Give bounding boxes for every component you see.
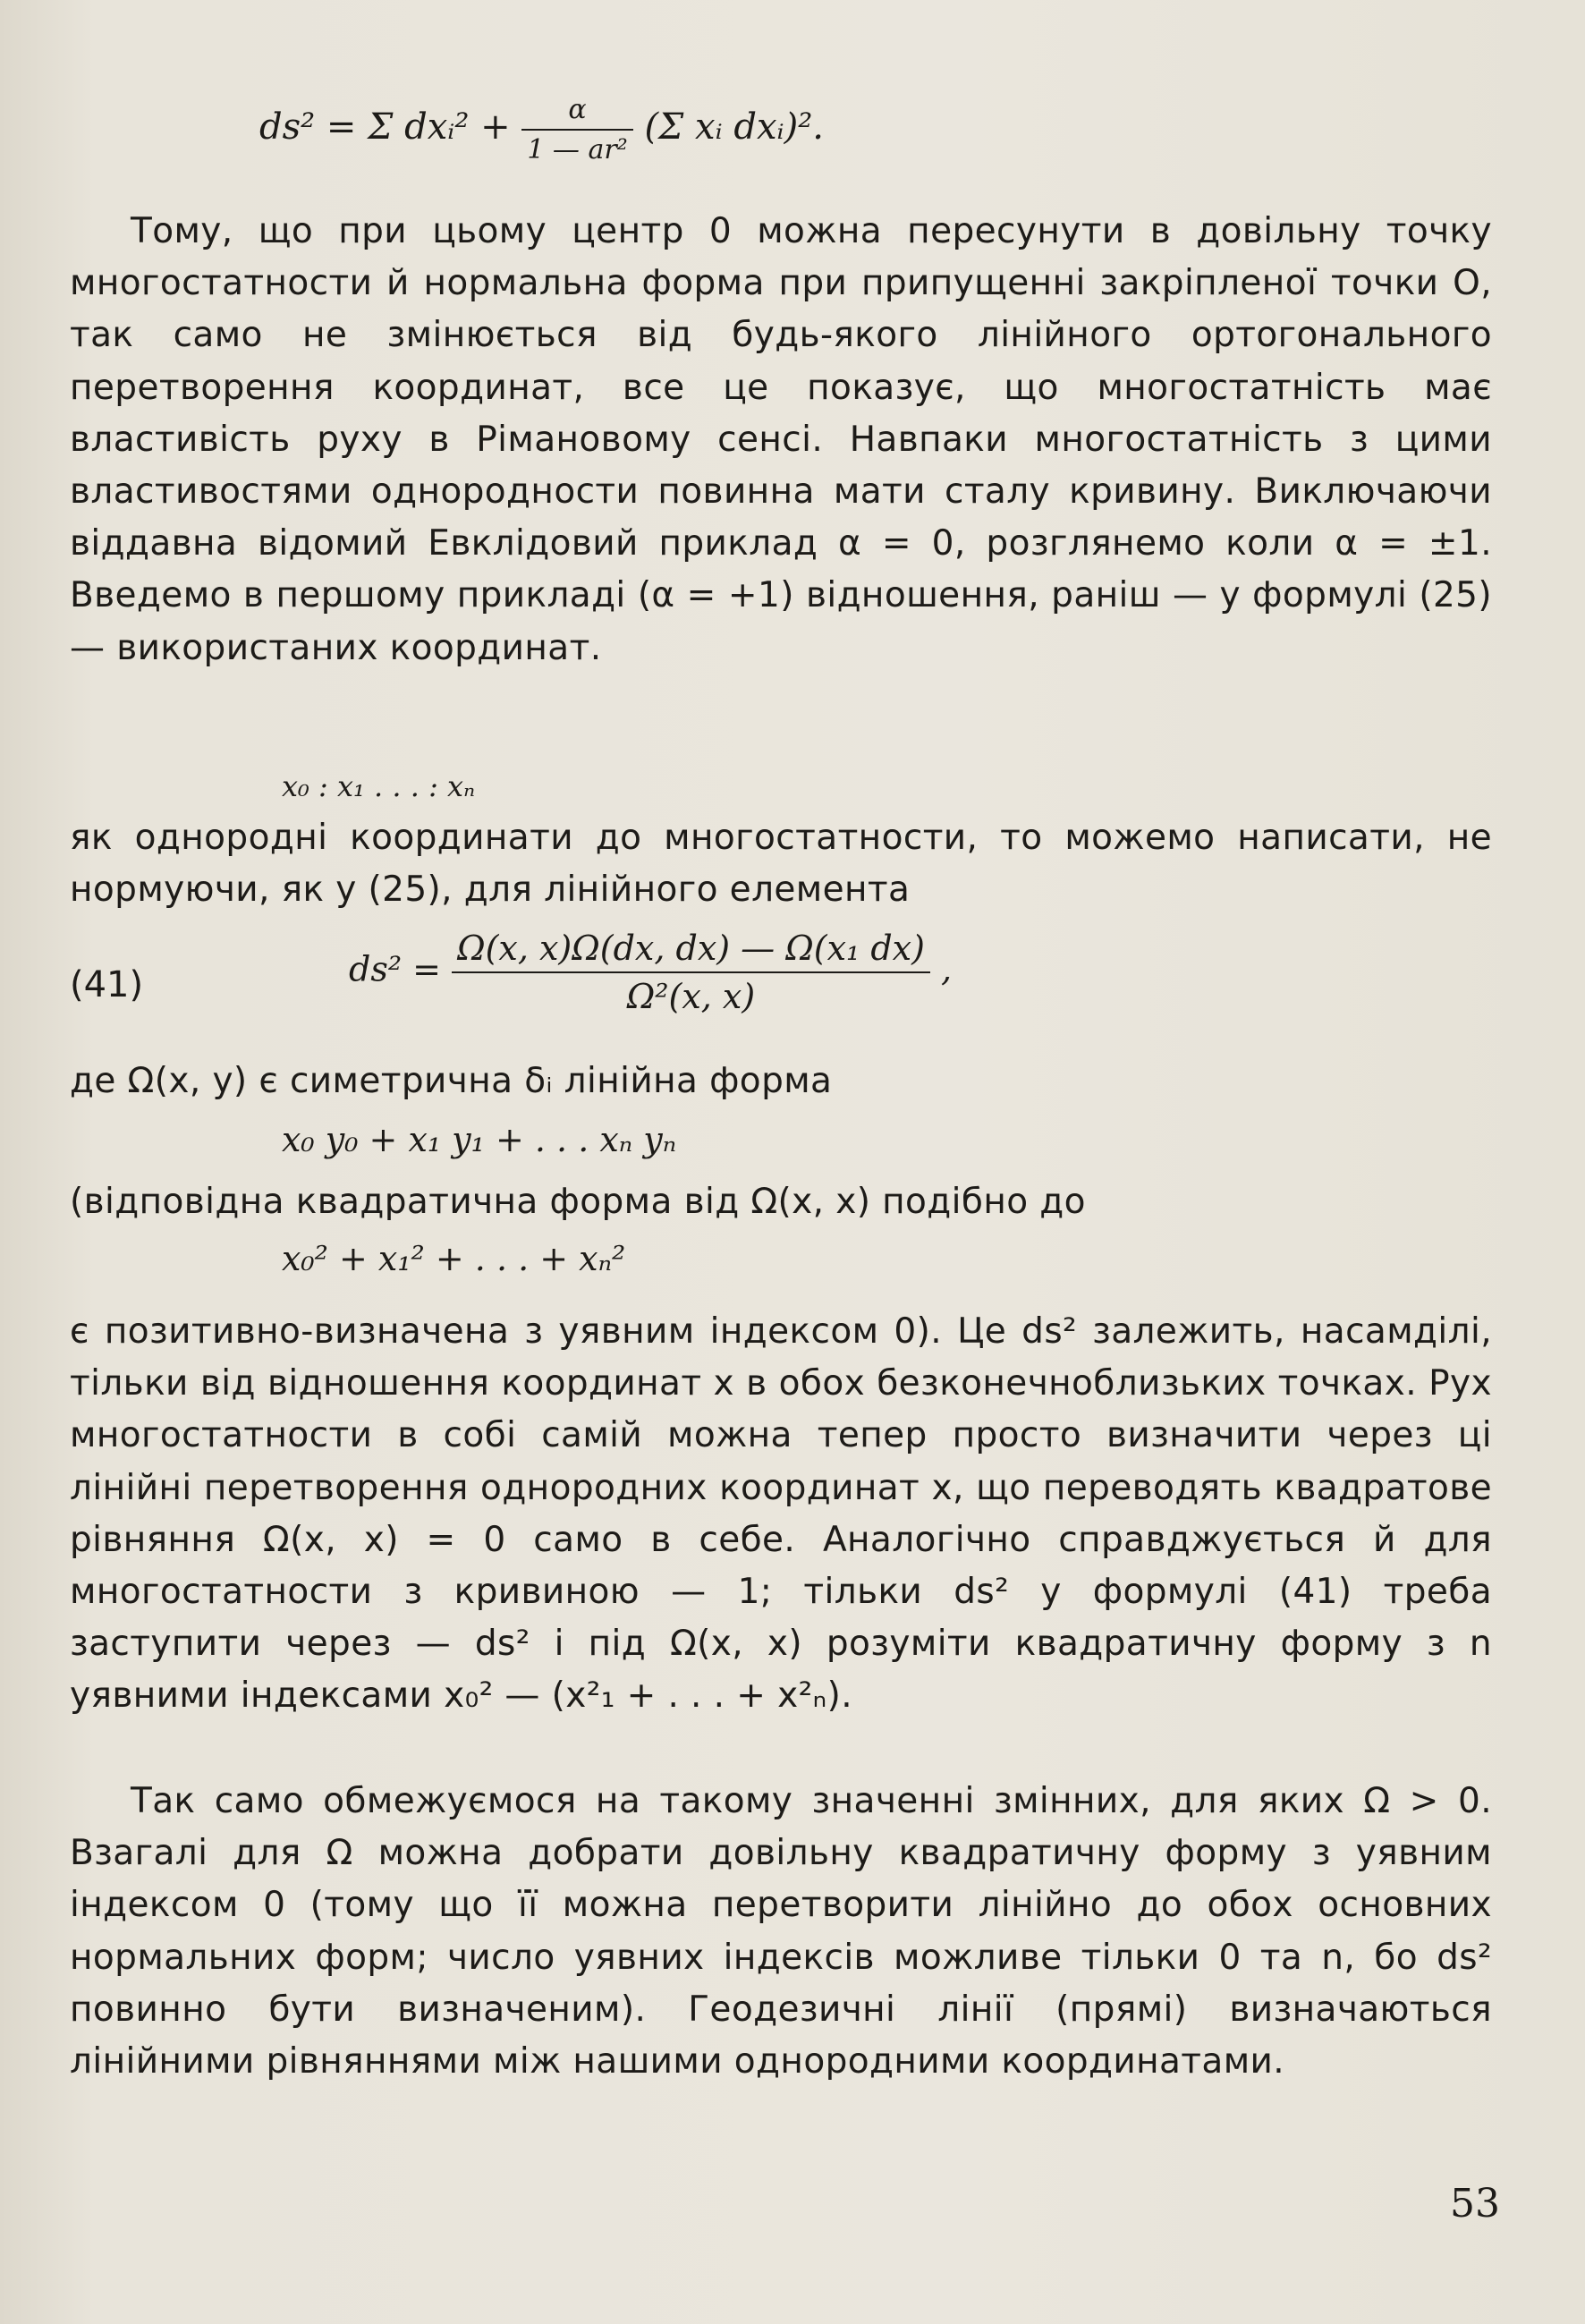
equation-41-lhs: ds² = xyxy=(349,949,441,989)
bilinear-formula: x₀ y₀ + x₁ y₁ + . . . xₙ yₙ xyxy=(282,1120,677,1159)
equation-41-fraction xyxy=(452,929,930,1016)
equation-number-41: (41) xyxy=(70,964,144,1005)
equation-41-tail: , xyxy=(941,949,953,989)
top-formula-numerator: α xyxy=(568,94,587,125)
paragraph-2: як однородні координати до многостатности, то можемо написати, не нормуючи, як у (25), для лінійного елемента xyxy=(70,818,1492,911)
top-formula-fraction xyxy=(521,94,632,165)
equation-41-numerator: Ω(x, x)Ω(dx, dx) — Ω(x₁ dx) xyxy=(457,929,925,968)
paragraph-3: є позитивно-визначена з уявним індексом 0). Це ds² залежить, насамділі, тільки від відношення координат x в обох безконечноблизьких точках. Рух многостатности в собі самій можна тепер просто визначити через ці лінійні перетворення однородних координат x, що переводять квадратове рівняння Ω(x, x) = 0 само в себе. Аналогічно справджується й для многостатности з кривиною — 1; тільки ds² у формулі (41) треба заступити через — ds² і під Ω(x, x) розуміти квадратичну форму з n уявними індексами x₀² — (x²₁ + . . . + x²ₙ). xyxy=(70,1311,1492,1717)
top-formula-rhs: (Σ xᵢ dxᵢ)². xyxy=(644,106,824,148)
top-formula-denominator: 1 — ar² xyxy=(521,129,632,165)
equation-41-denominator: Ω²(x, x) xyxy=(452,971,930,1016)
quadratic-form-line: (відповідна квадратична форма від Ω(x, x) подібно до xyxy=(70,1182,1086,1222)
top-formula xyxy=(259,94,824,165)
quadratic-formula: x₀² + x₁² + . . . + xₙ² xyxy=(282,1239,626,1278)
omega-definition-line: де Ω(x, y) є симетрична δᵢ лінійна форма xyxy=(70,1061,833,1101)
paragraph-4: Так само обмежуємося на такому значенні змінних, для яких Ω > 0. Взагалі для Ω можна добрати довільну квадратичну форму з уявним індексом 0 (тому що її можна перетворити лінійно до обох основних нормальних форм; число уявних індексів можливе тільки 0 та n, бо ds² повинно бути визначеним). Геодезичні лінії (прямі) визначаються лінійними рівняннями між нашими однородними координатами. xyxy=(70,1781,1492,2082)
coords-formula: x₀ : x₁ . . . : xₙ xyxy=(282,769,476,803)
page-number: 53 xyxy=(1450,2181,1500,2226)
top-formula-lhs: ds² = Σ dxᵢ² + xyxy=(259,106,511,148)
equation-41 xyxy=(349,929,952,1016)
paragraph-1: Тому, що при цьому центр 0 можна пересунути в довільну точку многостатности й нормальна форма при припущенні закріпленої точки O, так само не змінюється від будь-якого лінійного ортогонального перетворення координат, все це показує, що многостатність має властивість руху в Рімановому сенсі. Навпаки многостатність з цими властивостями однородности повинна мати сталу кривину. Виключаючи віддавна відомий Евклідовий приклад α = 0, розглянемо коли α = ±1. Введемо в першому прикладі (α = +1) відношення, раніш — у формулі (25) — використаних координат. xyxy=(70,211,1492,668)
